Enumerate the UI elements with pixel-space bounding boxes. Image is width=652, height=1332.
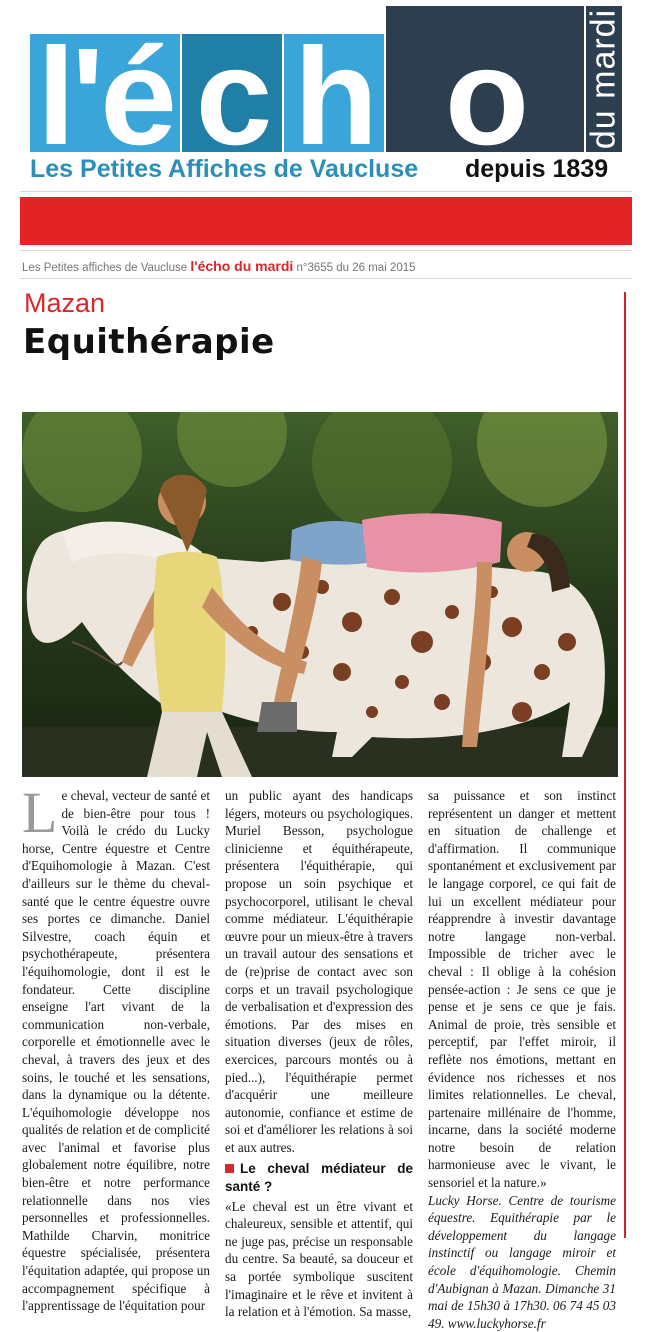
masthead-glyph: c bbox=[195, 20, 269, 174]
issue-brand: l'écho du mardi bbox=[190, 258, 294, 274]
column-2-text-2: «Le cheval est un être vivant et chaleureux, sensible et attentif, qui ne juge pas, précise un responsable du centre. Sa beauté, sa douceur et sa portée symbolique suscitent l'imaginaire et le rêve et invitent à la relation et à l'émotion. Sa masse, bbox=[225, 1198, 413, 1320]
issue-suffix: n°3655 du 26 mai 2015 bbox=[296, 262, 416, 274]
issue-line bbox=[22, 258, 416, 274]
masthead-glyph: l'é bbox=[37, 20, 173, 174]
article-side-rule bbox=[624, 292, 626, 1238]
column-2-text: un public ayant des handicaps légers, moteurs ou psychologiques. Muriel Besson, psychologue clinicienne et équithérapeute, présentera l'équithérapie, qui propose un soin psychique et psychocorporel, utilisant le cheval comme médiateur. L'équithérapie œuvre pour un mieux-être à travers un travail autour des sensations et de (re)prise de contact avec son corps et un travail psychologique de verbalisation et d'expression des émotions. Par des mises en situation diverses (jeux de rôles, exercices, parcours montés ou à pied...), l'équithérapie permet d'acquérir une meilleure autonomie, confiance et estime de soi et d'améliorer les relations à soi et aux autres. bbox=[225, 788, 413, 1155]
article-column-2 bbox=[225, 787, 413, 1321]
masthead-glyph: o bbox=[444, 20, 526, 174]
masthead-letter-le bbox=[30, 20, 180, 174]
column-3-text: sa puissance et son instinct représentent un danger et mettent en situation de challenge et d'affirmation. Il communique spontanément et exclusivement par le langage corporel, ce qui fait de lui un excellent médiateur pour réapprendre à investir davantage notre langage non-verbal. Impossible de tricher avec le cheval : Il oblige à la cohésion pensée-action : Je sens ce que je pense et je sens ce que je fais. Animal de proie, très sensible et perceptif, par l'effet miroir, il reflète nos émotions, mettant en évidence nos richesses et nos limites relationnelles. Le cheval, partenaire millénaire de l'homme, incarne, dans la société moderne notre besoin de relation harmonieuse avec le vivant, le sensoriel et la nature.» bbox=[428, 788, 616, 1191]
dropcap: L bbox=[22, 780, 58, 845]
article-photo bbox=[22, 412, 618, 777]
red-banner bbox=[20, 197, 632, 245]
issue-divider-top bbox=[20, 250, 632, 251]
masthead-side-text: du mardi bbox=[584, 8, 623, 150]
issue-divider-bottom bbox=[20, 278, 632, 279]
masthead-divider bbox=[20, 191, 632, 192]
subhead-text: Le cheval médiateur de santé ? bbox=[225, 1161, 413, 1195]
masthead-tagline: Les Petites Affiches de Vaucluse bbox=[30, 155, 419, 183]
article-column-1 bbox=[22, 780, 210, 1315]
article-title: Equithérapie bbox=[23, 322, 275, 362]
info-box: Lucky Horse. Centre de tourisme équestre. Equithérapie par le développement du langage instinctif ou langage miroir et école d'équihomologie. Chemin d'Aubignan à Mazan. Dimanche 31 mai de 15h30 à 17h30. 06 74 45 03 49. www.luckyhorse.fr bbox=[428, 1192, 616, 1331]
issue-prefix: Les Petites affiches de Vaucluse bbox=[22, 262, 188, 274]
column-1-text: e cheval, vecteur de santé et de bien-être pour tous ! Voilà le crédo du Lucky horse, Centre équestre et Centre d'Equihomologie à Mazan. C'est d'ailleurs sur le thème du cheval-santé que le centre équestre ouvre ses portes ce dimanche. Daniel Silvestre, coach équin et psychothérapeute, présentera l'équihomologie, dont il est le fondateur. Cette discipline enseigne l'art vivant de la communication non-verbale, corporelle et émotionnelle avec le cheval, à travers des jeux et des soins, le touché et les sensations, dans la dynamique ou la détente. L'équihomologie développe nos qualités de relation et de complicité avec l'animal et favorise plus globalement notre équilibre, notre bien-être et notre performance relationnelle dans nos vies personnelles et professionnelles. Mathilde Charvin, monitrice équestre spécialisée, présentera l'équitation adaptée, qui propose un accompagnement spécifique à l'apprentissage de l'équitation pour bbox=[22, 788, 210, 1314]
article-column-3 bbox=[428, 787, 616, 1332]
red-square-bullet bbox=[225, 1164, 234, 1173]
masthead-letter-h bbox=[284, 20, 384, 174]
masthead-glyph: h bbox=[293, 20, 375, 174]
masthead-letter-c bbox=[182, 20, 282, 174]
column-1-paragraph bbox=[22, 780, 210, 1315]
masthead-du-mardi bbox=[586, 6, 622, 152]
article-kicker: Mazan bbox=[24, 288, 106, 318]
subhead bbox=[225, 1160, 413, 1195]
masthead-since: depuis 1839 bbox=[465, 155, 609, 183]
